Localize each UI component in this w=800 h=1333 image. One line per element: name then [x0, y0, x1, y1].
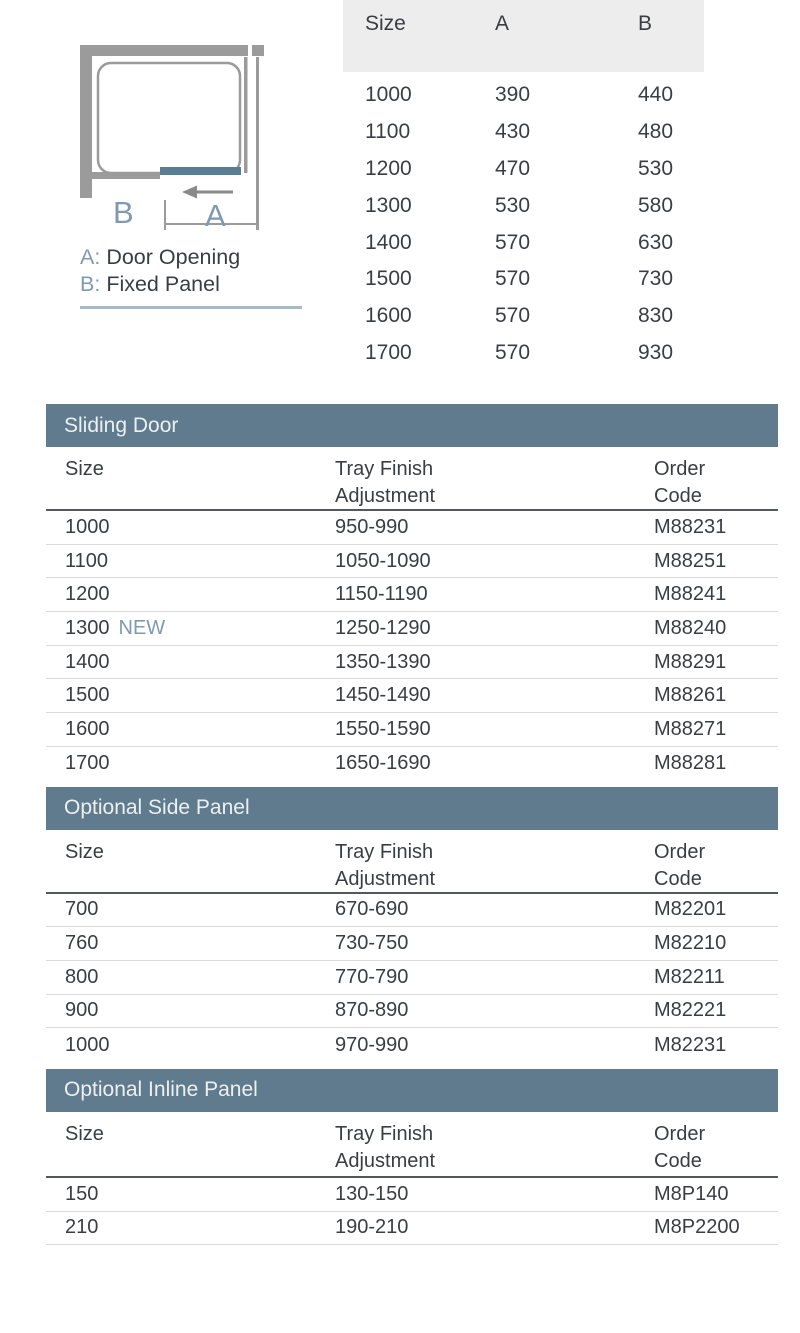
- a-value: 570: [495, 267, 531, 291]
- column-headers: [46, 830, 778, 894]
- col-header-tray-finish: Tray Finish Adjustment: [335, 840, 436, 890]
- table-row: [46, 612, 778, 646]
- row-size: 800: [65, 965, 99, 988]
- b-value: 730: [638, 267, 674, 291]
- table-row: [46, 747, 778, 781]
- fixed-panel-outer-line: [256, 57, 259, 230]
- section-title-bar: [46, 1069, 778, 1112]
- a-value: 570: [495, 340, 531, 364]
- row-size: 1000: [65, 1033, 110, 1056]
- table-row: [46, 679, 778, 713]
- row-order-code: M88251: [654, 549, 727, 572]
- section-optional-side-panel: [46, 787, 778, 1062]
- a-value: 570: [495, 304, 531, 328]
- row-size-cell: [46, 583, 335, 606]
- size-value: 1200: [365, 156, 412, 180]
- row-size-cell: [46, 516, 335, 539]
- row-order-code: M82210: [654, 932, 727, 955]
- row-size-cell: [46, 1034, 335, 1057]
- row-order-code: M88281: [654, 752, 727, 775]
- section-title-bar: [46, 787, 778, 830]
- fixed-panel-inner-line: [244, 57, 248, 173]
- dimension-label-a: A: [205, 198, 226, 233]
- row-adjustment: 1350-1390: [335, 650, 431, 673]
- a-value: 570: [495, 230, 531, 254]
- section-rows: [46, 1178, 778, 1245]
- row-adjustment: 870-890: [335, 999, 409, 1022]
- legend-line-a: [80, 244, 240, 271]
- legend-text-b: Fixed Panel: [106, 272, 220, 296]
- row-order-code: M88231: [654, 515, 727, 538]
- table-row: [46, 894, 778, 928]
- b-value: 930: [638, 340, 674, 364]
- legend-divider: [80, 306, 302, 309]
- size-value: 1400: [365, 230, 412, 254]
- table-row: [46, 1212, 778, 1246]
- door-schematic-diagram: [55, 25, 315, 240]
- row-size: 1200: [65, 583, 110, 606]
- row-size-cell: [46, 617, 335, 640]
- row-size-cell: [46, 898, 335, 921]
- legend-line-b: [80, 271, 240, 298]
- section-sliding-door: [46, 404, 778, 781]
- row-adjustment: 1650-1690: [335, 752, 431, 775]
- table-row: [46, 961, 778, 995]
- bottom-rail-gray: [92, 172, 160, 179]
- row-adjustment: 1450-1490: [335, 684, 431, 707]
- frame-left-bar: [80, 45, 92, 198]
- size-value: 1500: [365, 267, 412, 291]
- row-order-code: M82211: [654, 965, 725, 988]
- door-slide-arrow-head: [182, 186, 197, 199]
- row-size-cell: [46, 651, 335, 674]
- row-adjustment: 970-990: [335, 1033, 409, 1056]
- row-size: 900: [65, 999, 99, 1022]
- diagram-legend: [80, 244, 240, 298]
- table-row: [46, 646, 778, 680]
- row-size: 210: [65, 1216, 99, 1239]
- row-size: 1000: [65, 515, 110, 538]
- col-header-tray-finish: Tray Finish Adjustment: [335, 1122, 436, 1172]
- row-order-code: M8P140: [654, 1182, 729, 1205]
- size-value: 1100: [365, 120, 411, 144]
- a-value: 390: [495, 83, 531, 107]
- row-adjustment: 730-750: [335, 932, 409, 955]
- slider-rail-blue: [160, 167, 241, 175]
- col-header-size: Size: [65, 840, 104, 863]
- col-header-size: Size: [65, 1122, 104, 1145]
- size-table-row: [343, 261, 704, 298]
- col-header-size: Size: [65, 458, 104, 480]
- col-header-tray-finish: Tray Finish Adjustment: [335, 458, 436, 507]
- size-value: 1600: [365, 304, 412, 328]
- row-size: 1600: [65, 717, 110, 740]
- table-row: [46, 1028, 778, 1062]
- section-title: Optional Inline Panel: [64, 1078, 258, 1102]
- b-value: 630: [638, 230, 674, 254]
- new-badge: NEW: [118, 616, 166, 639]
- a-col-header: A: [495, 12, 510, 35]
- row-adjustment: 190-210: [335, 1216, 409, 1239]
- a-value: 470: [495, 156, 531, 180]
- row-order-code: M8P2200: [654, 1216, 740, 1239]
- row-size-cell: [46, 932, 335, 955]
- section-title: Sliding Door: [64, 413, 179, 437]
- size-value: 1700: [365, 340, 412, 364]
- table-row: [46, 713, 778, 747]
- col-header-order-code: Order Code: [654, 1122, 706, 1172]
- row-size-cell: [46, 1183, 335, 1206]
- row-size: 1700: [65, 752, 110, 775]
- table-row: [46, 511, 778, 545]
- row-size: 1100: [65, 549, 109, 572]
- size-dimensions-table: [343, 0, 704, 371]
- b-value: 440: [638, 83, 674, 107]
- size-value: 1300: [365, 193, 412, 217]
- row-size: 1300: [65, 616, 110, 639]
- dimension-tick: [164, 200, 166, 230]
- size-table-row: [343, 187, 704, 224]
- product-sections: [46, 404, 778, 1245]
- glass-panel: [98, 63, 240, 173]
- row-size-cell: [46, 966, 335, 989]
- row-size: 1400: [65, 650, 110, 673]
- size-table-row: [343, 224, 704, 261]
- row-adjustment: 1050-1090: [335, 549, 431, 572]
- size-table-row: [343, 77, 704, 114]
- size-table-row: [343, 298, 704, 335]
- row-adjustment: 1150-1190: [335, 583, 428, 606]
- row-order-code: M88271: [654, 717, 727, 740]
- col-header-order-code: Order Code: [654, 458, 706, 507]
- a-value: 430: [495, 120, 531, 144]
- frame-top-bar: [80, 45, 248, 56]
- row-order-code: M82221: [654, 999, 727, 1022]
- row-adjustment: 130-150: [335, 1182, 409, 1205]
- section-rows: [46, 894, 778, 1062]
- b-value: 580: [638, 193, 674, 217]
- size-col-header: Size: [365, 12, 406, 35]
- column-headers: [46, 1112, 778, 1178]
- b-value: 530: [638, 156, 674, 180]
- row-size-cell: [46, 752, 335, 775]
- size-value: 1000: [365, 83, 412, 107]
- row-size-cell: [46, 718, 335, 741]
- dimension-label-b: B: [113, 195, 134, 230]
- legend-key-a: A:: [80, 245, 101, 269]
- a-value: 530: [495, 193, 531, 217]
- row-size-cell: [46, 1216, 335, 1239]
- size-table-header: [343, 0, 704, 72]
- row-adjustment: 670-690: [335, 898, 409, 921]
- row-adjustment: 1250-1290: [335, 616, 431, 639]
- b-value: 830: [638, 304, 674, 328]
- row-order-code: M88261: [654, 684, 727, 707]
- legend-text-a: Door Opening: [106, 245, 241, 269]
- row-size: 760: [65, 932, 99, 955]
- table-row: [46, 927, 778, 961]
- row-size-cell: [46, 999, 335, 1022]
- row-adjustment: 950-990: [335, 515, 409, 538]
- size-table-rows: [343, 72, 704, 371]
- table-row: [46, 995, 778, 1029]
- row-order-code: M82231: [654, 1033, 727, 1056]
- size-table-row: [343, 335, 704, 372]
- legend-key-b: B:: [80, 272, 101, 296]
- section-title-bar: [46, 404, 778, 447]
- section-optional-inline-panel: [46, 1069, 778, 1245]
- row-order-code: M88291: [654, 650, 727, 673]
- section-rows: [46, 511, 778, 781]
- col-header-order-code: Order Code: [654, 840, 706, 890]
- row-size: 1500: [65, 684, 110, 707]
- row-size-cell: [46, 550, 335, 573]
- size-table-row: [343, 151, 704, 188]
- section-title: Optional Side Panel: [64, 796, 250, 819]
- table-row: [46, 1178, 778, 1212]
- row-size: 150: [65, 1182, 99, 1205]
- row-order-code: M88241: [654, 583, 727, 606]
- b-col-header: B: [638, 12, 653, 35]
- size-table-row: [343, 114, 704, 151]
- row-adjustment: 1550-1590: [335, 717, 431, 740]
- b-value: 480: [638, 120, 674, 144]
- table-row: [46, 545, 778, 579]
- row-adjustment: 770-790: [335, 965, 409, 988]
- row-size: 700: [65, 898, 99, 921]
- frame-top-right-stub: [252, 45, 264, 56]
- table-row: [46, 578, 778, 612]
- column-headers: [46, 447, 778, 511]
- row-size-cell: [46, 684, 335, 707]
- row-order-code: M88240: [654, 616, 727, 639]
- row-order-code: M82201: [654, 898, 727, 921]
